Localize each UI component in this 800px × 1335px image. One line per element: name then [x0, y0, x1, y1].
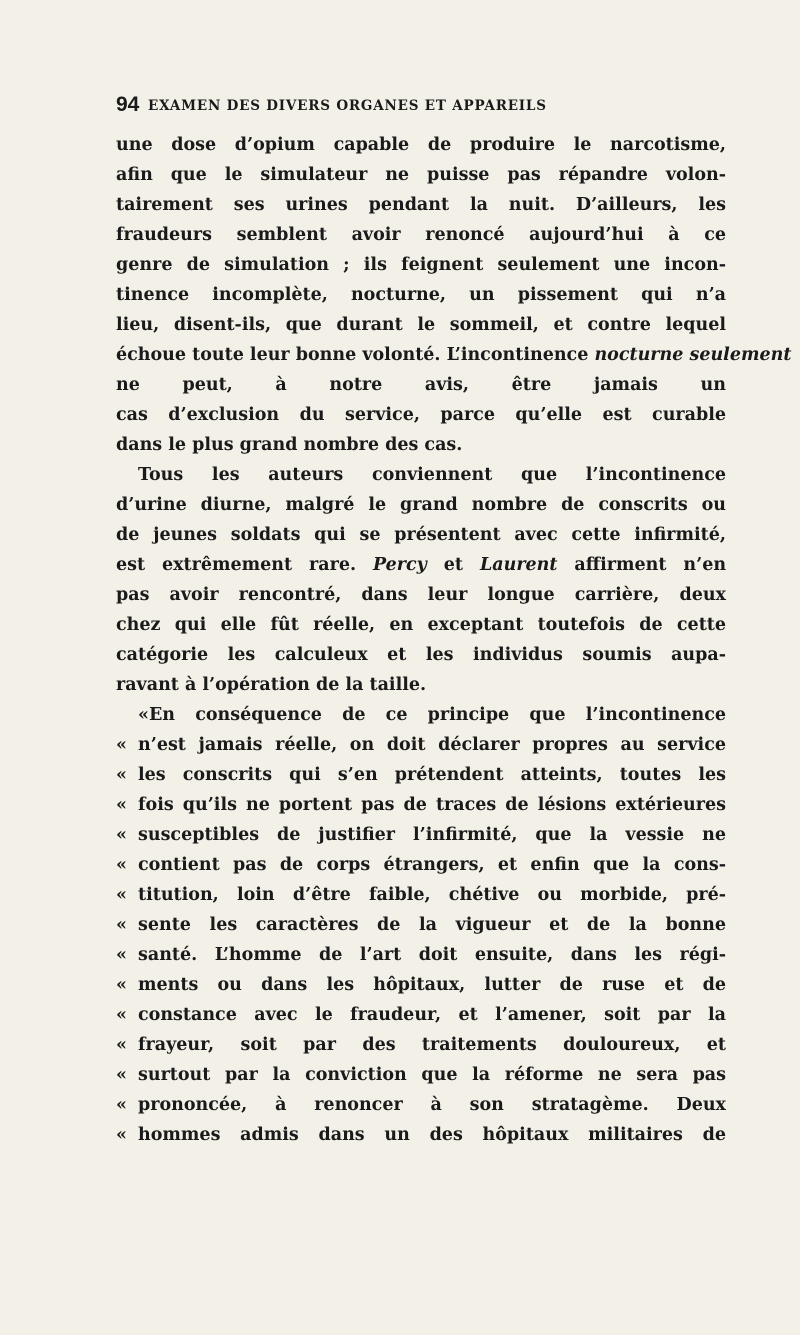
quote-mark: « [116, 1125, 127, 1145]
text-fragment: surtout par la conviction que la réforme ne sera pas [138, 1065, 726, 1085]
text-line [116, 760, 726, 790]
text-line: Tous les auteurs conviennent que l’incontinence [138, 465, 726, 485]
text-line: lieu, disent-ils, que durant le sommeil, et contre lequel [116, 315, 726, 335]
text-fragment: fois qu’ils ne portent pas de traces de lésions extérieures [138, 795, 726, 815]
text-line [116, 910, 726, 940]
text-line [116, 730, 726, 760]
text-fragment: échoue toute leur bonne volonté. L’incontinence [116, 345, 589, 365]
text-line [116, 340, 792, 370]
text-line [116, 550, 726, 580]
text-line: fraudeurs semblent avoir renoncé aujourd’hui à ce [116, 225, 726, 245]
page-number: 94 [116, 93, 140, 116]
quote-mark: « [116, 915, 127, 935]
text-line [116, 700, 726, 730]
quote-mark: « [116, 795, 127, 815]
text-line: une dose d’opium capable de produire le narcotisme, [116, 135, 726, 155]
text-line: ne peut, à notre avis, être jamais un [116, 375, 726, 395]
text-line [116, 1060, 726, 1090]
text-line [116, 1030, 726, 1060]
text-line: ravant à l’opération de la taille. [116, 675, 427, 695]
text-fragment: affirment n’en [574, 555, 727, 575]
text-line: dans le plus grand nombre des cas. [116, 435, 463, 455]
text-fragment: constance avec le fraudeur, et l’amener, soit par la [138, 1005, 726, 1025]
text-fragment: est extrêmement rare. [116, 555, 357, 575]
text-line [116, 850, 726, 880]
text-fragment: et [443, 555, 464, 575]
author-name: Percy [372, 555, 427, 575]
running-head: EXAMEN DES DIVERS ORGANES ET APPAREILS [148, 98, 547, 114]
quote-mark: « [116, 975, 127, 995]
text-line: cas d’exclusion du service, parce qu’elle est curable [116, 405, 726, 425]
quote-mark: « [116, 825, 127, 845]
text-line [116, 1000, 726, 1030]
text-line: pas avoir rencontré, dans leur longue carrière, deux [116, 585, 726, 605]
text-fragment: frayeur, soit par des traitements douloureux, et [138, 1035, 726, 1055]
quote-mark: « [116, 765, 127, 785]
text-fragment: titution, loin d’être faible, chétive ou morbide, pré- [138, 885, 726, 905]
text-fragment: hommes admis dans un des hôpitaux militaires de [138, 1125, 726, 1145]
body-text [116, 130, 792, 1150]
quote-mark: « [116, 1035, 127, 1055]
quote-mark: « [116, 885, 127, 905]
text-line [116, 820, 726, 850]
text-line [116, 790, 726, 820]
text-line: chez qui elle fût réelle, en exceptant toutefois de cette [116, 615, 726, 635]
text-line: catégorie les calculeux et les individus soumis aupa- [116, 645, 726, 665]
text-fragment: prononcée, à renoncer à son stratagème. Deux [138, 1095, 726, 1115]
quote-mark: « [116, 1095, 127, 1115]
quote-mark: « [116, 945, 127, 965]
text-line: tinence incomplète, nocturne, un pissement qui n’a [116, 285, 726, 305]
text-fragment: n’est jamais réelle, on doit déclarer propres au service [138, 735, 726, 755]
text-line [116, 1120, 726, 1150]
text-fragment: les conscrits qui s’en prétendent atteints, toutes les [138, 765, 726, 785]
text-fragment: santé. L’homme de l’art doit ensuite, dans les régi- [138, 945, 726, 965]
text-line: de jeunes soldats qui se présentent avec cette infirmité, [116, 525, 726, 545]
text-line: tairement ses urines pendant la nuit. D’ailleurs, les [116, 195, 726, 215]
text-line [116, 940, 726, 970]
text-line [116, 970, 726, 1000]
page-header [116, 90, 726, 124]
text-fragment: susceptibles de justifier l’infirmité, que la vessie ne [138, 825, 726, 845]
text-line [116, 1090, 726, 1120]
quote-mark: « [116, 1065, 127, 1085]
italic-phrase: nocturne seulement [594, 345, 792, 365]
quote-mark: « [116, 1005, 127, 1025]
text-fragment: sente les caractères de la vigueur et de la bonne [138, 915, 726, 935]
text-line [116, 880, 726, 910]
text-line: afin que le simulateur ne puisse pas répandre volon- [116, 165, 726, 185]
text-line: d’urine diurne, malgré le grand nombre de conscrits ou [116, 495, 726, 515]
text-fragment: contient pas de corps étrangers, et enfin que la cons- [138, 855, 726, 875]
quote-mark: « [116, 855, 127, 875]
text-fragment: En conséquence de ce principe que l’incontinence [148, 705, 726, 725]
quote-mark: « [116, 735, 127, 755]
text-line: genre de simulation ; ils feignent seulement une incon- [116, 255, 726, 275]
text-fragment: ments ou dans les hôpitaux, lutter de ruse et de [138, 975, 726, 995]
quote-mark: « [138, 705, 149, 725]
author-name: Laurent [479, 555, 558, 575]
